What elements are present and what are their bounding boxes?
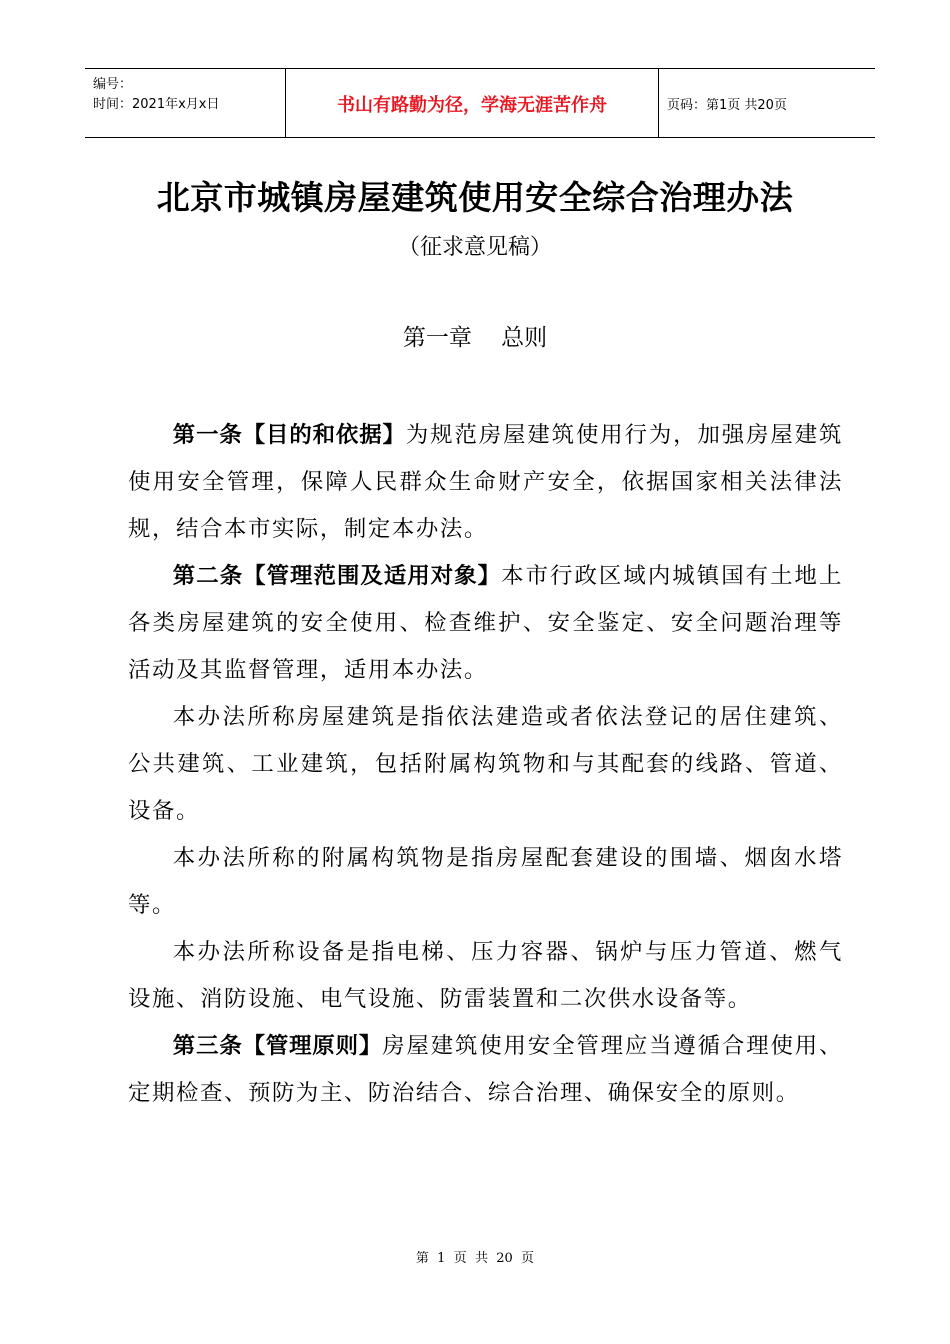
article-1-paragraph: [128, 412, 843, 553]
equipment-definition-paragraph: [128, 929, 843, 1023]
header-motto-cell: [286, 69, 659, 137]
page-header: [85, 68, 875, 138]
article-heading: 第一条【目的和依据】: [172, 422, 406, 448]
document-time-label: 时间：2021年x月x日: [93, 97, 220, 112]
document-body: [128, 412, 843, 1117]
paragraph-text: 本市行政区域内城镇国有土地上各类房屋建筑的安全使用、检查维护、安全鉴定、安全问题治理等活动及其监督管理，适用本办法。: [128, 563, 843, 683]
document-title: 北京市城镇房屋建筑使用安全综合治理办法: [156, 178, 794, 217]
header-page-cell: [659, 69, 875, 137]
paragraph-text: 为规范房屋建筑使用行为，加强房屋建筑使用安全管理，保障人民群众生命财产安全，依据国家相关法律法规，结合本市实际，制定本办法。: [128, 422, 843, 542]
article-2-paragraph: [128, 553, 843, 694]
article-3-paragraph: [128, 1023, 843, 1117]
paragraph-text: 本办法所称房屋建筑是指依法建造或者依法登记的居住建筑、公共建筑、工业建筑，包括附属构筑物和与其配套的线路、管道、设备。: [128, 704, 843, 824]
building-definition-paragraph: [128, 694, 843, 835]
header-motto: 书山有路勤为径，学海无涯苦作舟: [337, 95, 607, 116]
chapter-heading: 第一章 总则: [402, 325, 548, 351]
paragraph-text: 房屋建筑使用安全管理应当遵循合理使用、定期检查、预防为主、防治结合、综合治理、确保安全的原则。: [128, 1033, 843, 1106]
document-subtitle: （征求意见稿）: [397, 235, 552, 260]
header-page-info: 页码：第1页 共20页: [667, 98, 787, 113]
document-number-label: 编号：: [93, 77, 133, 92]
paragraph-text: 本办法所称设备是指电梯、压力容器、锅炉与压力管道、燃气设施、消防设施、电气设施、防雷装置和二次供水设备等。: [128, 939, 843, 1012]
page-footer: 第 1 页 共 20 页: [415, 1251, 535, 1266]
header-meta-cell: [85, 69, 286, 137]
structure-definition-paragraph: [128, 835, 843, 929]
paragraph-text: 本办法所称的附属构筑物是指房屋配套建设的围墙、烟囱水塔等。: [128, 845, 843, 918]
article-heading: 第二条【管理范围及适用对象】: [172, 563, 502, 589]
article-heading: 第三条【管理原则】: [172, 1033, 383, 1059]
